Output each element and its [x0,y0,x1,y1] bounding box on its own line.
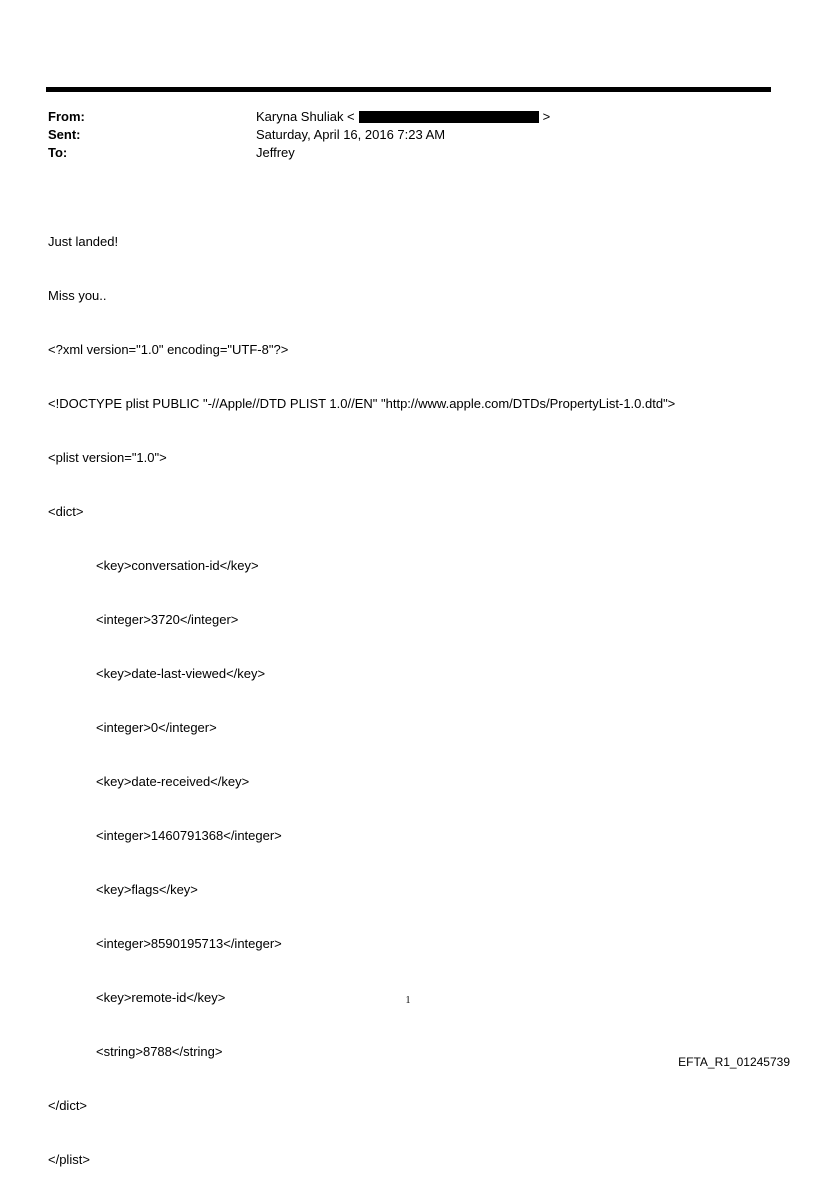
body-line: <integer>1460791368</integer> [96,828,282,843]
body-line: <string>8788</string> [96,1044,223,1059]
email-body [48,197,675,1187]
sent-value: Saturday, April 16, 2016 7:23 AM [256,127,446,142]
to-value: Jeffrey [256,145,295,160]
body-line: Just landed! [48,234,119,249]
top-rule [46,87,771,92]
body-line: <integer>3720</integer> [96,612,239,627]
body-line: <key>flags</key> [96,882,198,897]
from-name: Karyna Shuliak < [256,109,355,124]
from-label: From: [48,109,85,124]
to-row [48,144,550,162]
body-line: <key>date-last-viewed</key> [96,666,266,681]
document-id: EFTA_R1_01245739 [678,1055,790,1069]
body-line: <dict> [48,504,84,519]
from-row [48,108,550,126]
sent-row [48,126,550,144]
body-line: <?xml version="1.0" encoding="UTF-8"?> [48,342,289,357]
page-number: 1 [405,995,411,1006]
from-value [256,108,550,126]
from-close: > [542,109,551,124]
body-line: <integer>0</integer> [96,720,217,735]
redaction-bar [359,111,539,123]
body-line: </dict> [48,1098,88,1113]
email-header [48,108,550,162]
body-line: <key>date-received</key> [96,774,250,789]
body-line: <plist version="1.0"> [48,450,167,465]
body-line: </plist> [48,1152,90,1167]
sent-label: Sent: [48,127,81,142]
body-line: <integer>8590195713</integer> [96,936,282,951]
to-label: To: [48,145,68,160]
body-line: <!DOCTYPE plist PUBLIC "-//Apple//DTD PLIST 1.0//EN" "http://www.apple.com/DTDs/PropertyList-1.0.dtd"> [48,396,676,411]
body-line: <key>remote-id</key> [96,990,226,1005]
body-line: Miss you.. [48,288,107,303]
body-line: <key>conversation-id</key> [96,558,259,573]
